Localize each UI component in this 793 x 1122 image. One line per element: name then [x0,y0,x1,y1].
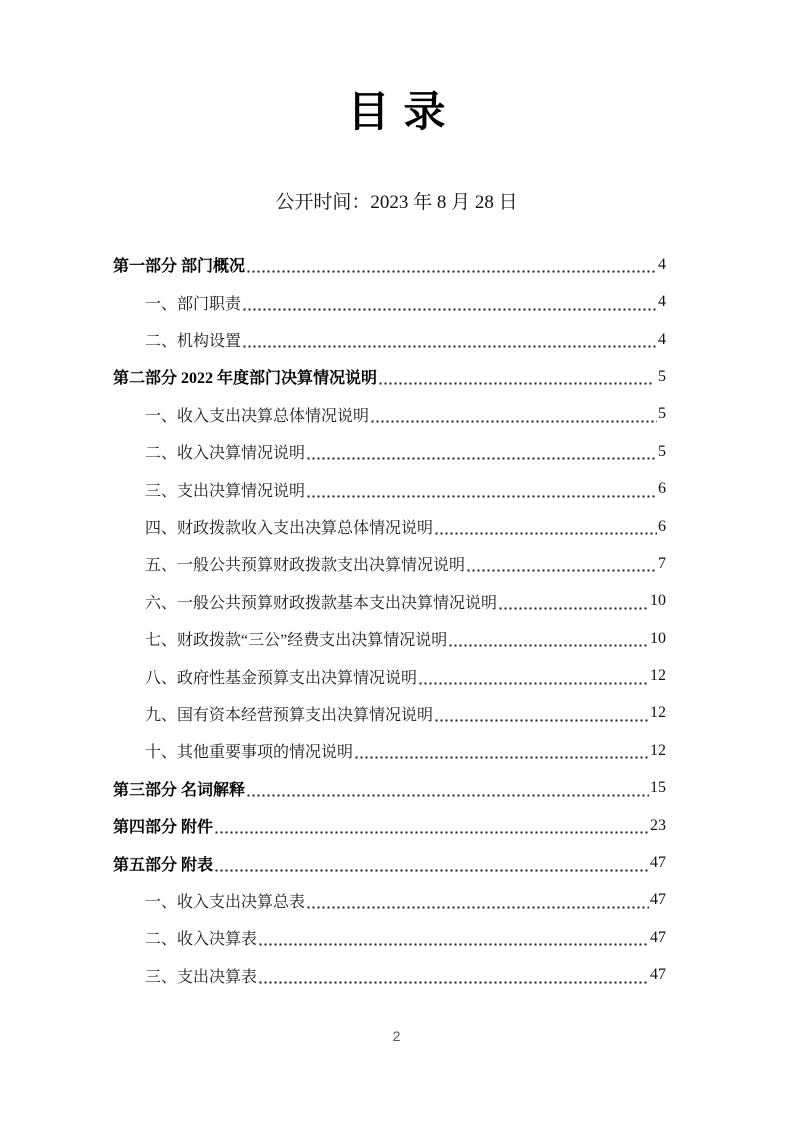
toc-leader-dots [370,419,657,424]
toc-entry-page-number: 10 [650,629,666,647]
toc-entry[interactable] [113,583,666,620]
toc-leader-dots [306,456,657,461]
toc-entry-page-number: 6 [658,480,666,498]
toc-leader-dots [306,905,649,910]
toc-entry-page-number: 47 [650,966,666,984]
toc-leader-dots [434,531,657,536]
toc-entry[interactable] [113,882,666,919]
toc-entry-page-number: 47 [650,891,666,909]
toc-entry-label: 二、机构设置 [145,333,242,351]
toc-entry-label: 第五部分 附表 [113,856,214,874]
toc-entry[interactable] [113,844,666,881]
toc-leader-dots [258,942,649,947]
toc-entry[interactable] [113,807,666,844]
toc-leader-dots [214,830,649,835]
toc-entry[interactable] [113,433,666,470]
toc-entry[interactable] [113,657,666,694]
toc-entry-label: 第一部分 部门概况 [113,258,246,276]
toc-entry-label: 八、政府性基金预算支出决算情况说明 [145,669,418,687]
toc-entry-label: 二、收入决算表 [145,931,258,949]
toc-entry-page-number: 12 [650,704,666,722]
toc-entry-page-number: 5 [658,405,666,423]
toc-leader-dots [246,793,649,798]
toc-entry-label: 七、财政拨款“三公”经费支出决算情况说明 [145,632,448,650]
toc-entry-page-number: 6 [658,517,666,535]
toc-leader-dots [378,381,653,386]
toc-leader-dots [242,307,657,312]
toc-entry-page-number: 10 [650,592,666,610]
publish-date: 公开时间：2023 年 8 月 28 日 [275,192,518,214]
toc-entry[interactable] [113,732,666,769]
toc-entry[interactable] [113,246,666,283]
toc-entry-label: 第二部分 2022 年度部门决算情况说明 [113,370,378,388]
toc-leader-dots [214,868,649,873]
toc-entry-page-number: 5 [658,442,666,460]
toc-leader-dots [498,606,649,611]
toc-entry-label: 一、收入支出决算总体情况说明 [145,407,370,425]
toc-leader-dots [418,681,649,686]
toc-entry[interactable] [113,396,666,433]
page-title: 目录 [347,88,460,135]
toc-entry[interactable] [113,508,666,545]
toc-leader-dots [246,269,657,274]
toc-leader-dots [242,344,657,349]
toc-entry-label: 四、财政拨款收入支出决算总体情况说明 [145,520,434,538]
toc-leader-dots [306,494,657,499]
footer-page-number: 2 [392,1028,401,1044]
toc-list [113,246,666,994]
toc-entry[interactable] [113,957,666,994]
toc-entry-page-number: 12 [650,741,666,759]
toc-entry-page-number: 4 [658,255,666,273]
toc-entry-label: 五、一般公共预算财政拨款支出决算情况说明 [145,557,466,575]
toc-entry-label: 三、支出决算情况说明 [145,482,306,500]
toc-entry-page-number: 12 [650,667,666,685]
toc-entry[interactable] [113,470,666,507]
toc-entry-label: 三、支出决算表 [145,968,258,986]
toc-entry-page-number: 4 [658,293,666,311]
toc-leader-dots [354,755,649,760]
toc-entry-page-number: 7 [658,554,666,572]
toc-leader-dots [258,980,649,985]
toc-entry[interactable] [113,919,666,956]
toc-entry-page-number: 47 [650,854,666,872]
toc-entry-page-number: 4 [658,330,666,348]
toc-entry-label: 第四部分 附件 [113,819,214,837]
toc-entry[interactable] [113,770,666,807]
toc-entry[interactable] [113,321,666,358]
toc-entry[interactable] [113,358,666,395]
toc-entry[interactable] [113,283,666,320]
toc-leader-dots [448,643,649,648]
toc-entry-label: 第三部分 名词解释 [113,781,246,799]
toc-entry-label: 一、收入支出决算总表 [145,893,306,911]
toc-entry-page-number: 15 [650,779,666,797]
toc-entry-label: 二、收入决算情况说明 [145,445,306,463]
toc-entry-page-number: 47 [650,928,666,946]
toc-entry-page-number: 5 [654,367,666,385]
toc-entry-label: 一、部门职责 [145,295,242,313]
toc-entry-label: 九、国有资本经营预算支出决算情况说明 [145,706,434,724]
toc-entry-page-number: 23 [650,816,666,834]
toc-entry[interactable] [113,620,666,657]
toc-leader-dots [434,718,649,723]
toc-entry-label: 十、其他重要事项的情况说明 [145,744,354,762]
toc-entry[interactable] [113,695,666,732]
toc-leader-dots [466,568,657,573]
toc-entry[interactable] [113,545,666,582]
toc-entry-label: 六、一般公共预算财政拨款基本支出决算情况说明 [145,594,498,612]
